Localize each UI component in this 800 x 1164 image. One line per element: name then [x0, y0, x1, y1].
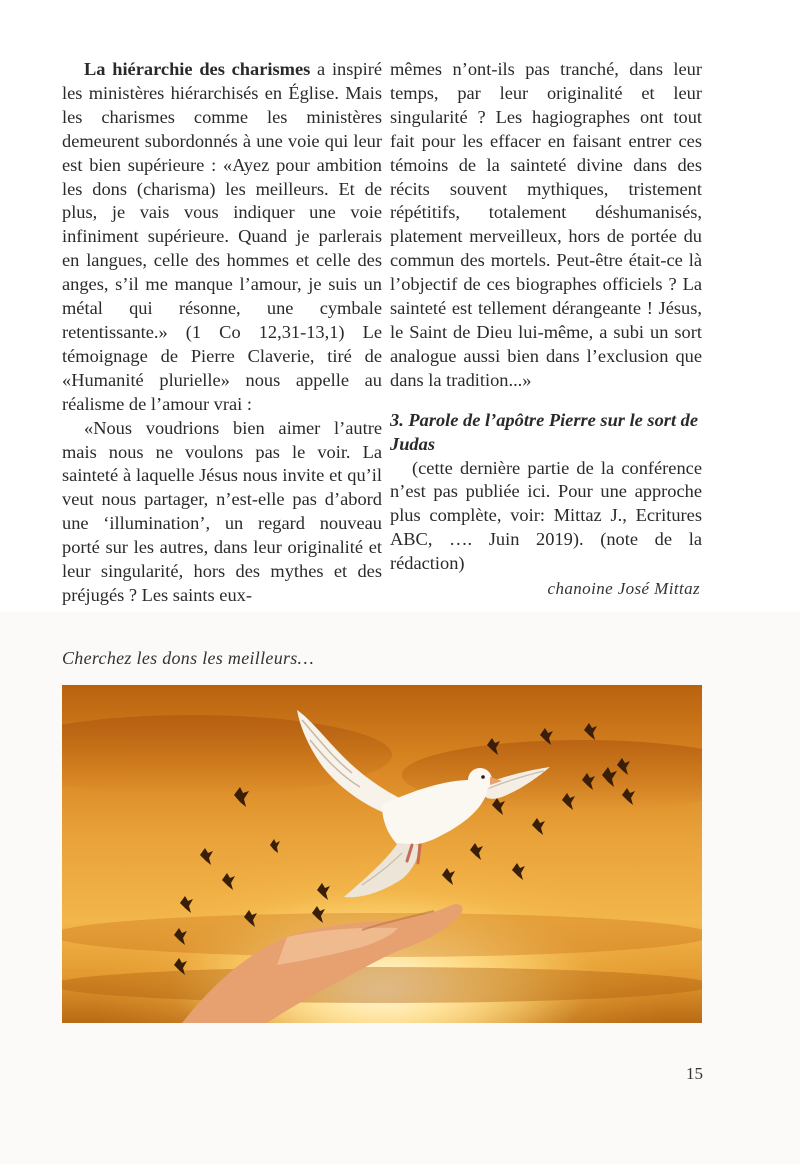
dove-flying-from-hand-image [62, 685, 702, 1023]
section-title: 3. Parole de l’apôtre Pierre sur le sort de Judas [390, 409, 699, 454]
paragraph-body: a inspiré les ministères hiérarchisés en Église. Mais les charismes comme les ministères demeurent subordonnés à une voie qui leur est bien supérieure : «Ayez pour ambition les dons (charisma) les meilleurs. Et de plus, je vais vous indiquer une voie infiniment supérieure. Quand je parlerais en langues, celle des hommes et celle des anges, s’il me manque l’amour, je suis un métal qui résonne, une cymbale retentissante.» (1 Co 12,31-13,1) Le témoignage de Pierre Claverie, tiré de «Humanité plurielle» nous appelle au réalisme de l’amour vrai : [62, 59, 382, 414]
page-number: 15 [686, 1064, 703, 1083]
dove-photo [62, 685, 702, 1023]
bold-lead-in: La hiérarchie des charismes [84, 59, 311, 79]
left-column [62, 58, 382, 608]
paragraph-charismes [62, 58, 382, 417]
author-signature: chanoine José Mittaz [547, 579, 700, 598]
paragraph-hagiographes: mêmes n’ont-ils pas tranché, dans leur temps, par leur originalité et leur singularité ? Les hagiographes ont tout fait pour les effacer en faisant entrer ces témoins de la sainteté divine dans des récits souvent mythiques, tristement répétitifs, totalement déshumanisés, platement merveilleux, hors de portée du commun des mortels. Peut-être était-ce là l’objectif de ces biographes officiels ? La sainteté est tellement dérangeante ! Jésus, le Saint de Dieu lui-même, a subi un sort analogue aussi bien dans l’exclusion que dans la tradition...» [390, 59, 702, 390]
editorial-note: (cette dernière partie de la conférence n’est pas publiée ici. Pour une approche plus complète, voir: Mittaz J., Ecritures ABC, …. Juin 2019). (note de la rédaction) [390, 457, 702, 574]
photo-caption: Cherchez les dons les meilleurs… [62, 648, 314, 668]
paragraph-quote-claverie: «Nous voudrions bien aimer l’autre mais nous ne voulons pas le voir. La sainteté à laquelle Jésus nous invite et qu’il veut nous partager, n’est-elle pas d’abord une ‘illumination’, un regard nouveau porté sur les autres, dans leur originalité et leur singularité, hors des mythes et des préjugés ? Les saints eux- [62, 417, 382, 605]
right-column [390, 58, 702, 576]
